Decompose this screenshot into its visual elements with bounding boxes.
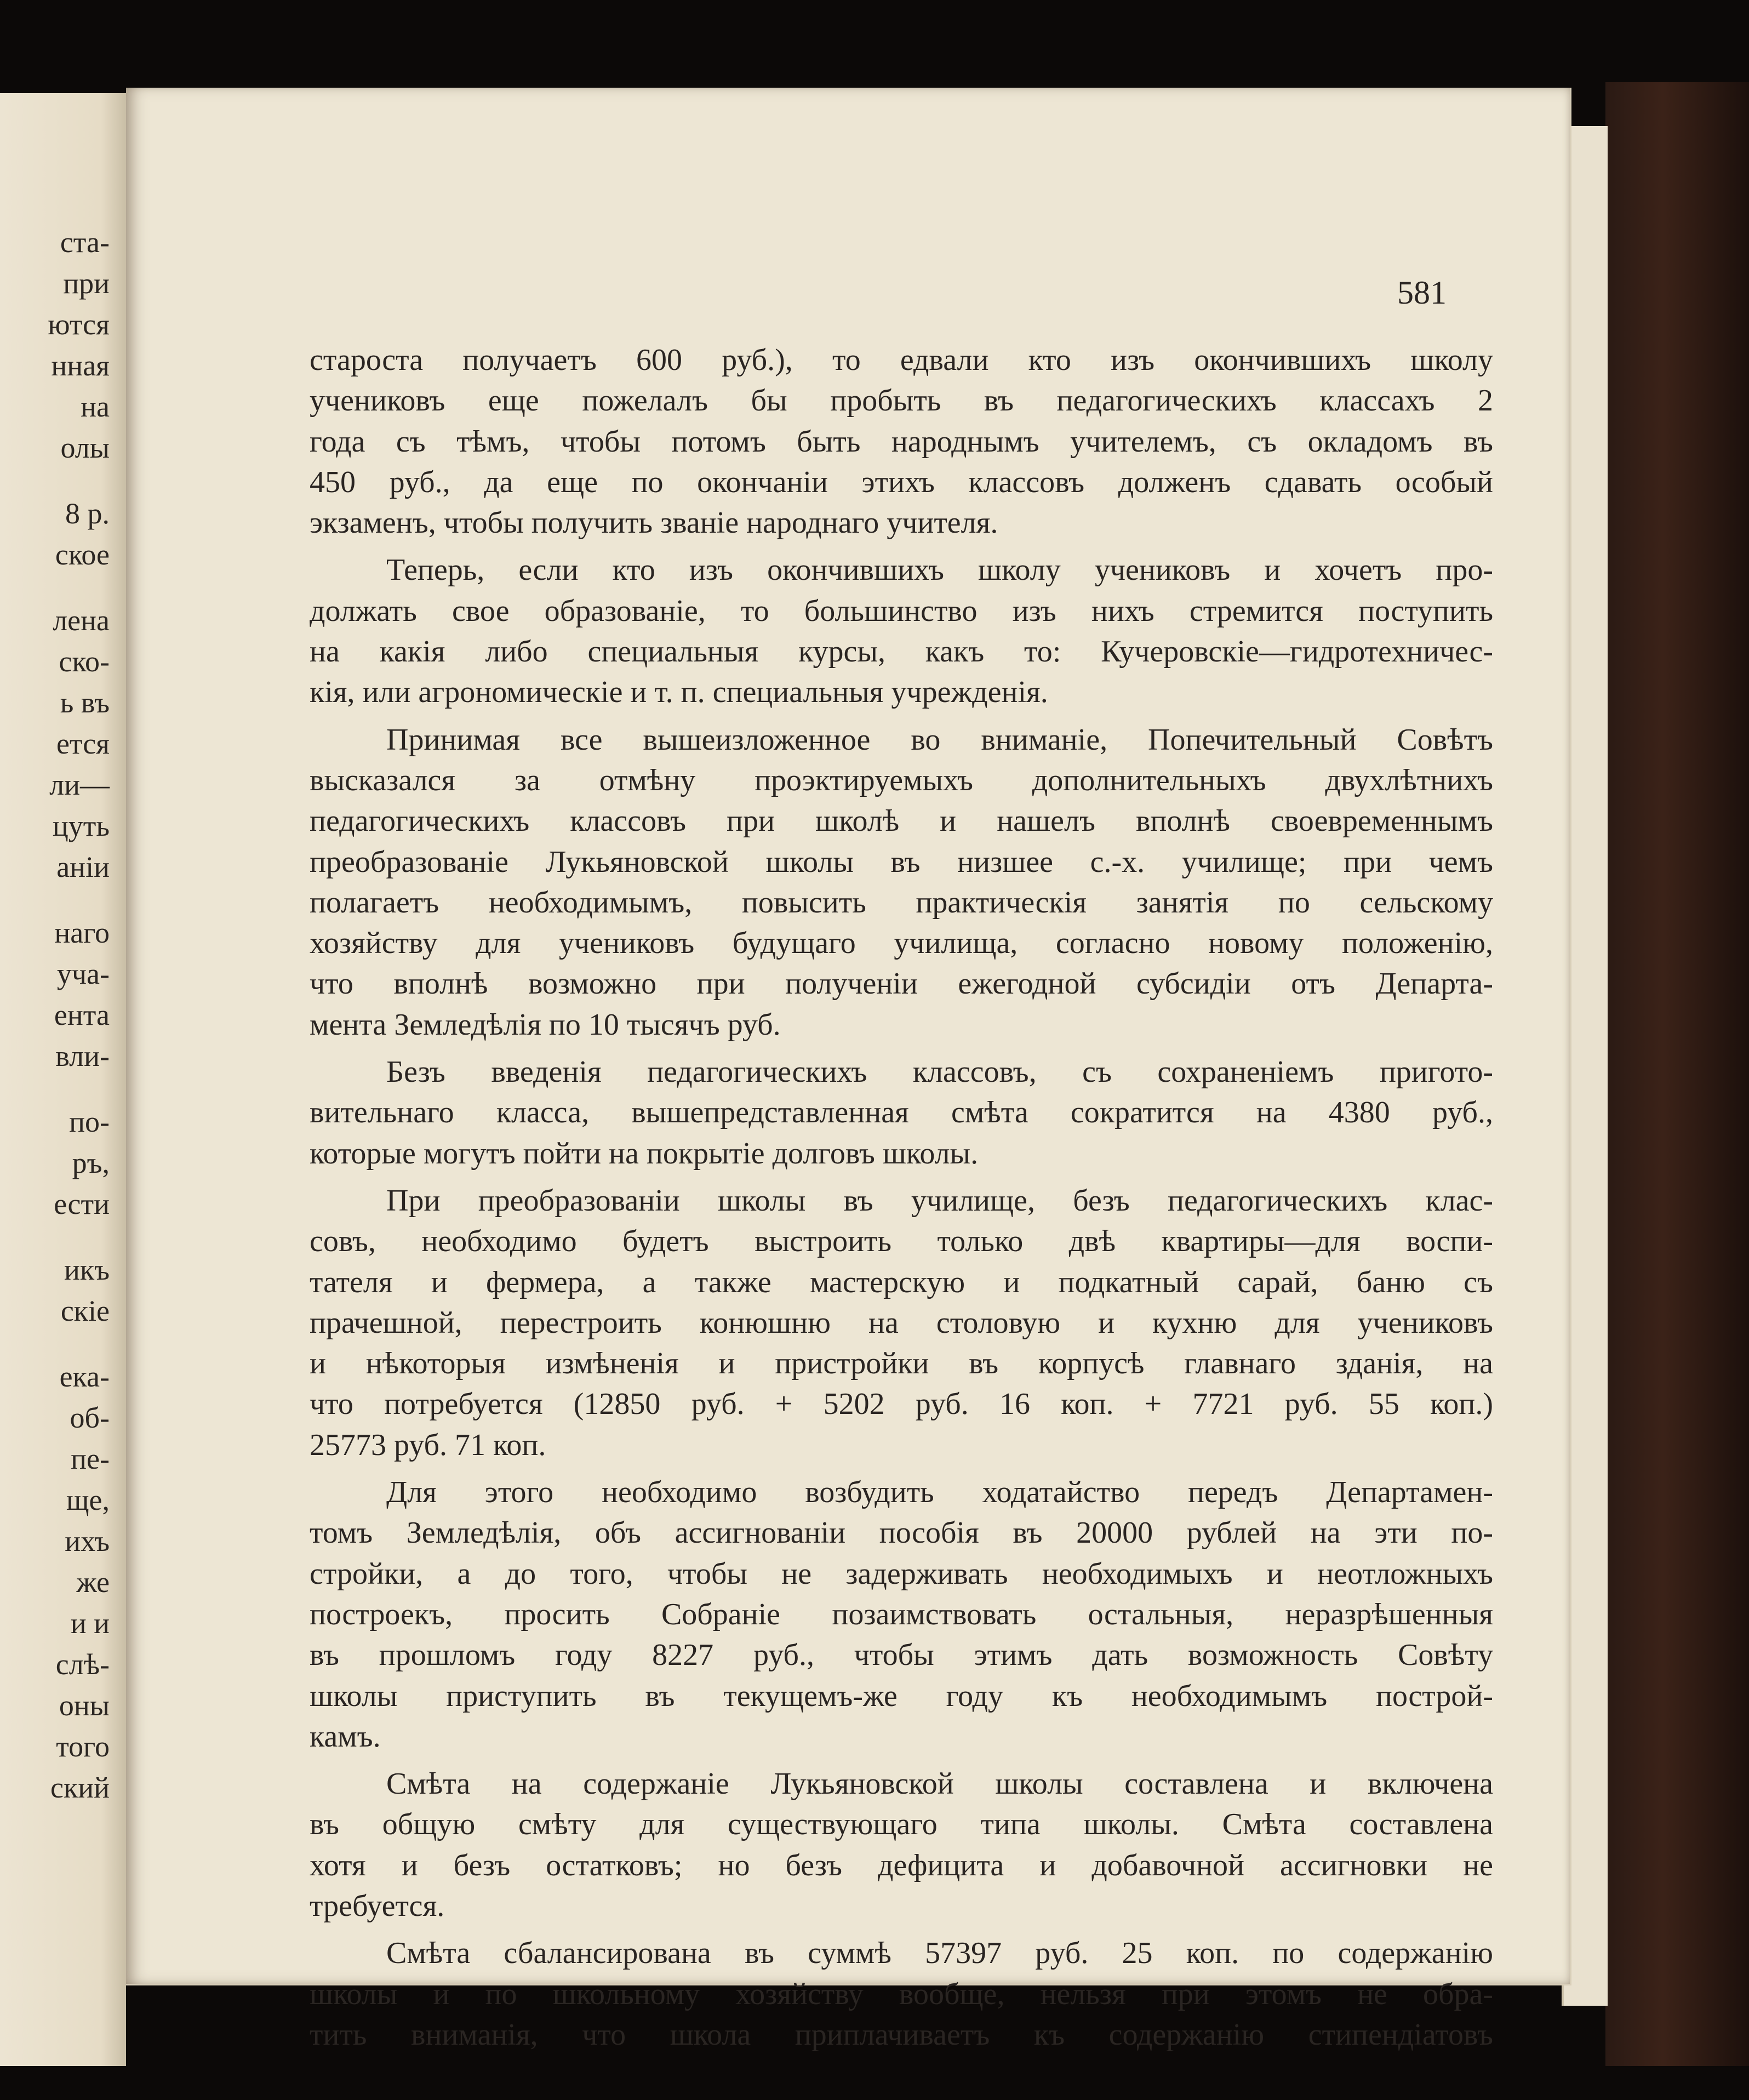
left-page-fragment: анiи — [56, 851, 110, 883]
text-line: тить вниманiя, что школа приплачиваетъ къ содержанiю стипендiатовъ — [310, 2017, 1493, 2052]
text-line: стройки, а до того, чтобы не задерживать необходимыхъ и неотложныхъ — [310, 1556, 1493, 1591]
left-page-fragment: уча- — [56, 957, 110, 990]
text-line: что потребуется (12850 руб. + 5202 руб. 16 коп. + 7721 руб. 55 коп.) — [310, 1387, 1493, 1422]
text-line: экзаменъ, чтобы получить званiе народнаго учителя. — [310, 506, 998, 540]
text-line: камъ. — [310, 1719, 381, 1754]
text-line: построекъ, просить Собранiе позаимствовать остальныя, неразрѣшенныя — [310, 1597, 1493, 1631]
text-line: мента Земледѣлiя по 10 тысячъ руб. — [310, 1007, 781, 1042]
left-page-fragment: ский — [50, 1771, 110, 1804]
text-line: 25773 руб. 71 коп. — [310, 1428, 546, 1462]
paragraph-gap — [310, 1465, 1493, 1472]
left-page-fragment: на — [81, 390, 110, 423]
left-page-fragment: ли— — [49, 768, 110, 801]
page-number: 581 — [1397, 275, 1447, 311]
text-line: прачешной, перестроить конюшню на столовую и кухню для учениковъ — [310, 1305, 1493, 1340]
paragraph — [310, 1472, 1493, 1757]
left-page-gap — [0, 1225, 110, 1249]
left-page-fragment: оны — [59, 1689, 110, 1722]
text-line: школы приступить въ текущемъ-же году къ необходимымъ построй- — [310, 1679, 1493, 1713]
left-page-fragment: по- — [69, 1105, 110, 1138]
paragraph — [310, 340, 1493, 543]
left-page-fragment: ются — [48, 308, 110, 341]
text-line: которые могутъ пойти на покрытiе долговъ школы. — [310, 1136, 979, 1171]
left-page-gap — [0, 575, 110, 600]
left-page-fragment: вли- — [55, 1040, 110, 1072]
book-binding — [1605, 82, 1749, 2066]
paragraph — [310, 1764, 1493, 1926]
left-page-fragment: слѣ- — [55, 1648, 110, 1681]
left-page-fragment: ста- — [60, 226, 110, 259]
left-page-fragment: ести — [54, 1188, 110, 1220]
paragraph-gap — [310, 1045, 1493, 1052]
text-line: Для этого необходимо возбудить ходатайство передъ Департамен- — [386, 1475, 1493, 1510]
paragraph-gap — [310, 543, 1493, 550]
text-line: Безъ введенiя педагогическихъ классовъ, съ сохраненiемъ пригото- — [386, 1055, 1493, 1089]
text-line: хотя и безъ остатковъ; но безъ дефицита и добавочной ассигновки не — [310, 1848, 1493, 1882]
paragraph — [310, 550, 1493, 712]
left-page-fragment: скіе — [60, 1294, 110, 1327]
paragraph-gap — [310, 1757, 1493, 1764]
text-line: кiя, или агрономическiе и т. п. специальныя учрежденiя. — [310, 675, 1048, 710]
text-line: педагогическихъ классовъ при школѣ и нашелъ вполнѣ своевременнымъ — [310, 804, 1493, 838]
text-line: что вполнѣ возможно при полученiи ежегодной субсидiи отъ Департа- — [310, 967, 1493, 1001]
left-page-text-fragments — [0, 222, 110, 1808]
left-page-fragment: лена — [53, 604, 110, 637]
left-page-gap — [0, 469, 110, 493]
text-line: въ общую смѣту для существующаго типа школы. Смѣта составлена — [310, 1807, 1493, 1842]
left-page-fragment: нная — [51, 349, 110, 382]
left-page-fragment: при — [63, 267, 110, 300]
left-page-fragment: об- — [70, 1401, 110, 1434]
text-line: должать свое образованiе, то большинство изъ нихъ стремится поступить — [310, 594, 1493, 628]
text-line: 450 руб., да еще по окончанiи этихъ классовъ долженъ сдавать особый — [310, 465, 1493, 499]
left-page-fragment: ь въ — [60, 686, 110, 719]
text-line: преобразованiе Лукьяновской школы въ низшее с.-х. училище; при чемъ — [310, 844, 1493, 879]
left-page-fragment: 8 р. — [65, 497, 110, 530]
left-page-gap — [0, 888, 110, 912]
left-page-fragment: ще, — [66, 1483, 110, 1516]
left-page-fragment: ръ, — [72, 1146, 110, 1179]
paragraph-gap — [310, 713, 1493, 720]
text-line: хозяйству для учениковъ будущаго училища, согласно новому положенiю, — [310, 926, 1493, 961]
text-line: вительнаго класса, вышепредставленная смѣта сократится на 4380 руб., — [310, 1095, 1493, 1130]
text-line: полагаетъ необходимымъ, повысить практическiя занятiя по сельскому — [310, 885, 1493, 920]
left-page-fragment: же — [76, 1566, 110, 1599]
text-line: на какiя либо специальныя курсы, какъ то: Кучеровскiе—гидротехничес- — [310, 635, 1493, 669]
text-line: года съ тѣмъ, чтобы потомъ быть народнымъ учителемъ, съ окладомъ въ — [310, 424, 1493, 459]
text-line: При преобразованiи школы въ училище, безъ педагогическихъ клас- — [386, 1183, 1493, 1218]
text-line: высказался за отмѣну проэктируемыхъ дополнительныхъ двухлѣтнихъ — [310, 763, 1493, 797]
left-page-fragment: ско- — [59, 645, 110, 678]
text-line: Теперь, если кто изъ окончившихъ школу учениковъ и хочетъ про- — [386, 553, 1493, 587]
main-page — [126, 88, 1571, 2052]
left-page-fragment: наго — [54, 916, 110, 949]
text-line: учениковъ еще пожелалъ бы пробыть въ педагогическихъ классахъ 2 — [310, 384, 1493, 418]
paragraph — [310, 1180, 1493, 1465]
text-line: и нѣкоторыя измѣненiя и пристройки въ корпусѣ главнаго зданiя, на — [310, 1346, 1493, 1381]
paragraph — [310, 720, 1493, 1045]
text-line: въ прошломъ году 8227 руб., чтобы этимъ дать возможность Совѣту — [310, 1638, 1493, 1673]
text-line: совъ, необходимо будетъ выстроить только двѣ квартиры—для воспи- — [310, 1224, 1493, 1259]
text-line: Принимая все вышеизложенное во вниманiе, Попечительный Совѣтъ — [386, 722, 1493, 757]
left-page-fragment: и и — [70, 1607, 110, 1640]
left-facing-page — [0, 93, 126, 2066]
left-page-fragment: икъ — [64, 1253, 110, 1286]
left-page-fragment: ента — [54, 998, 110, 1031]
left-page-fragment: ихъ — [65, 1525, 110, 1557]
paragraph — [310, 1933, 1493, 2055]
text-line: тателя и фермера, а также мастерскую и подкатный сарай, баню съ — [310, 1265, 1493, 1299]
text-line: школы и по школьному хозяйству вообще, нельзя при этомъ не обра- — [310, 1977, 1493, 2011]
left-page-fragment: ское — [55, 538, 110, 571]
left-page-fragment: цуть — [52, 809, 110, 842]
paragraph-gap — [310, 1174, 1493, 1180]
text-line: томъ Земледѣлiя, объ ассигнованiи пособiя въ 20000 рублей на эти по- — [310, 1516, 1493, 1550]
paragraph-gap — [310, 1926, 1493, 1933]
paragraph — [310, 1052, 1493, 1174]
text-line: требуется. — [310, 1888, 445, 1923]
text-line: Смѣта на содержанiе Лукьяновской школы составлена и включена — [386, 1767, 1493, 1801]
left-page-fragment: того — [56, 1730, 110, 1763]
left-page-fragment: пе- — [71, 1442, 110, 1475]
text-line: Смѣта сбалансирована въ суммѣ 57397 руб. 25 коп. по содержанiю — [386, 1936, 1493, 1971]
left-page-fragment: ека- — [59, 1360, 110, 1393]
left-page-gap — [0, 1332, 110, 1356]
left-page-fragment: олы — [60, 431, 110, 464]
page-body-text — [310, 340, 1493, 2055]
left-page-gap — [0, 1077, 110, 1102]
text-line: староста получаетъ 600 руб.), то едвали кто изъ окончившихъ школу — [310, 343, 1493, 377]
left-page-fragment: ется — [56, 727, 110, 760]
